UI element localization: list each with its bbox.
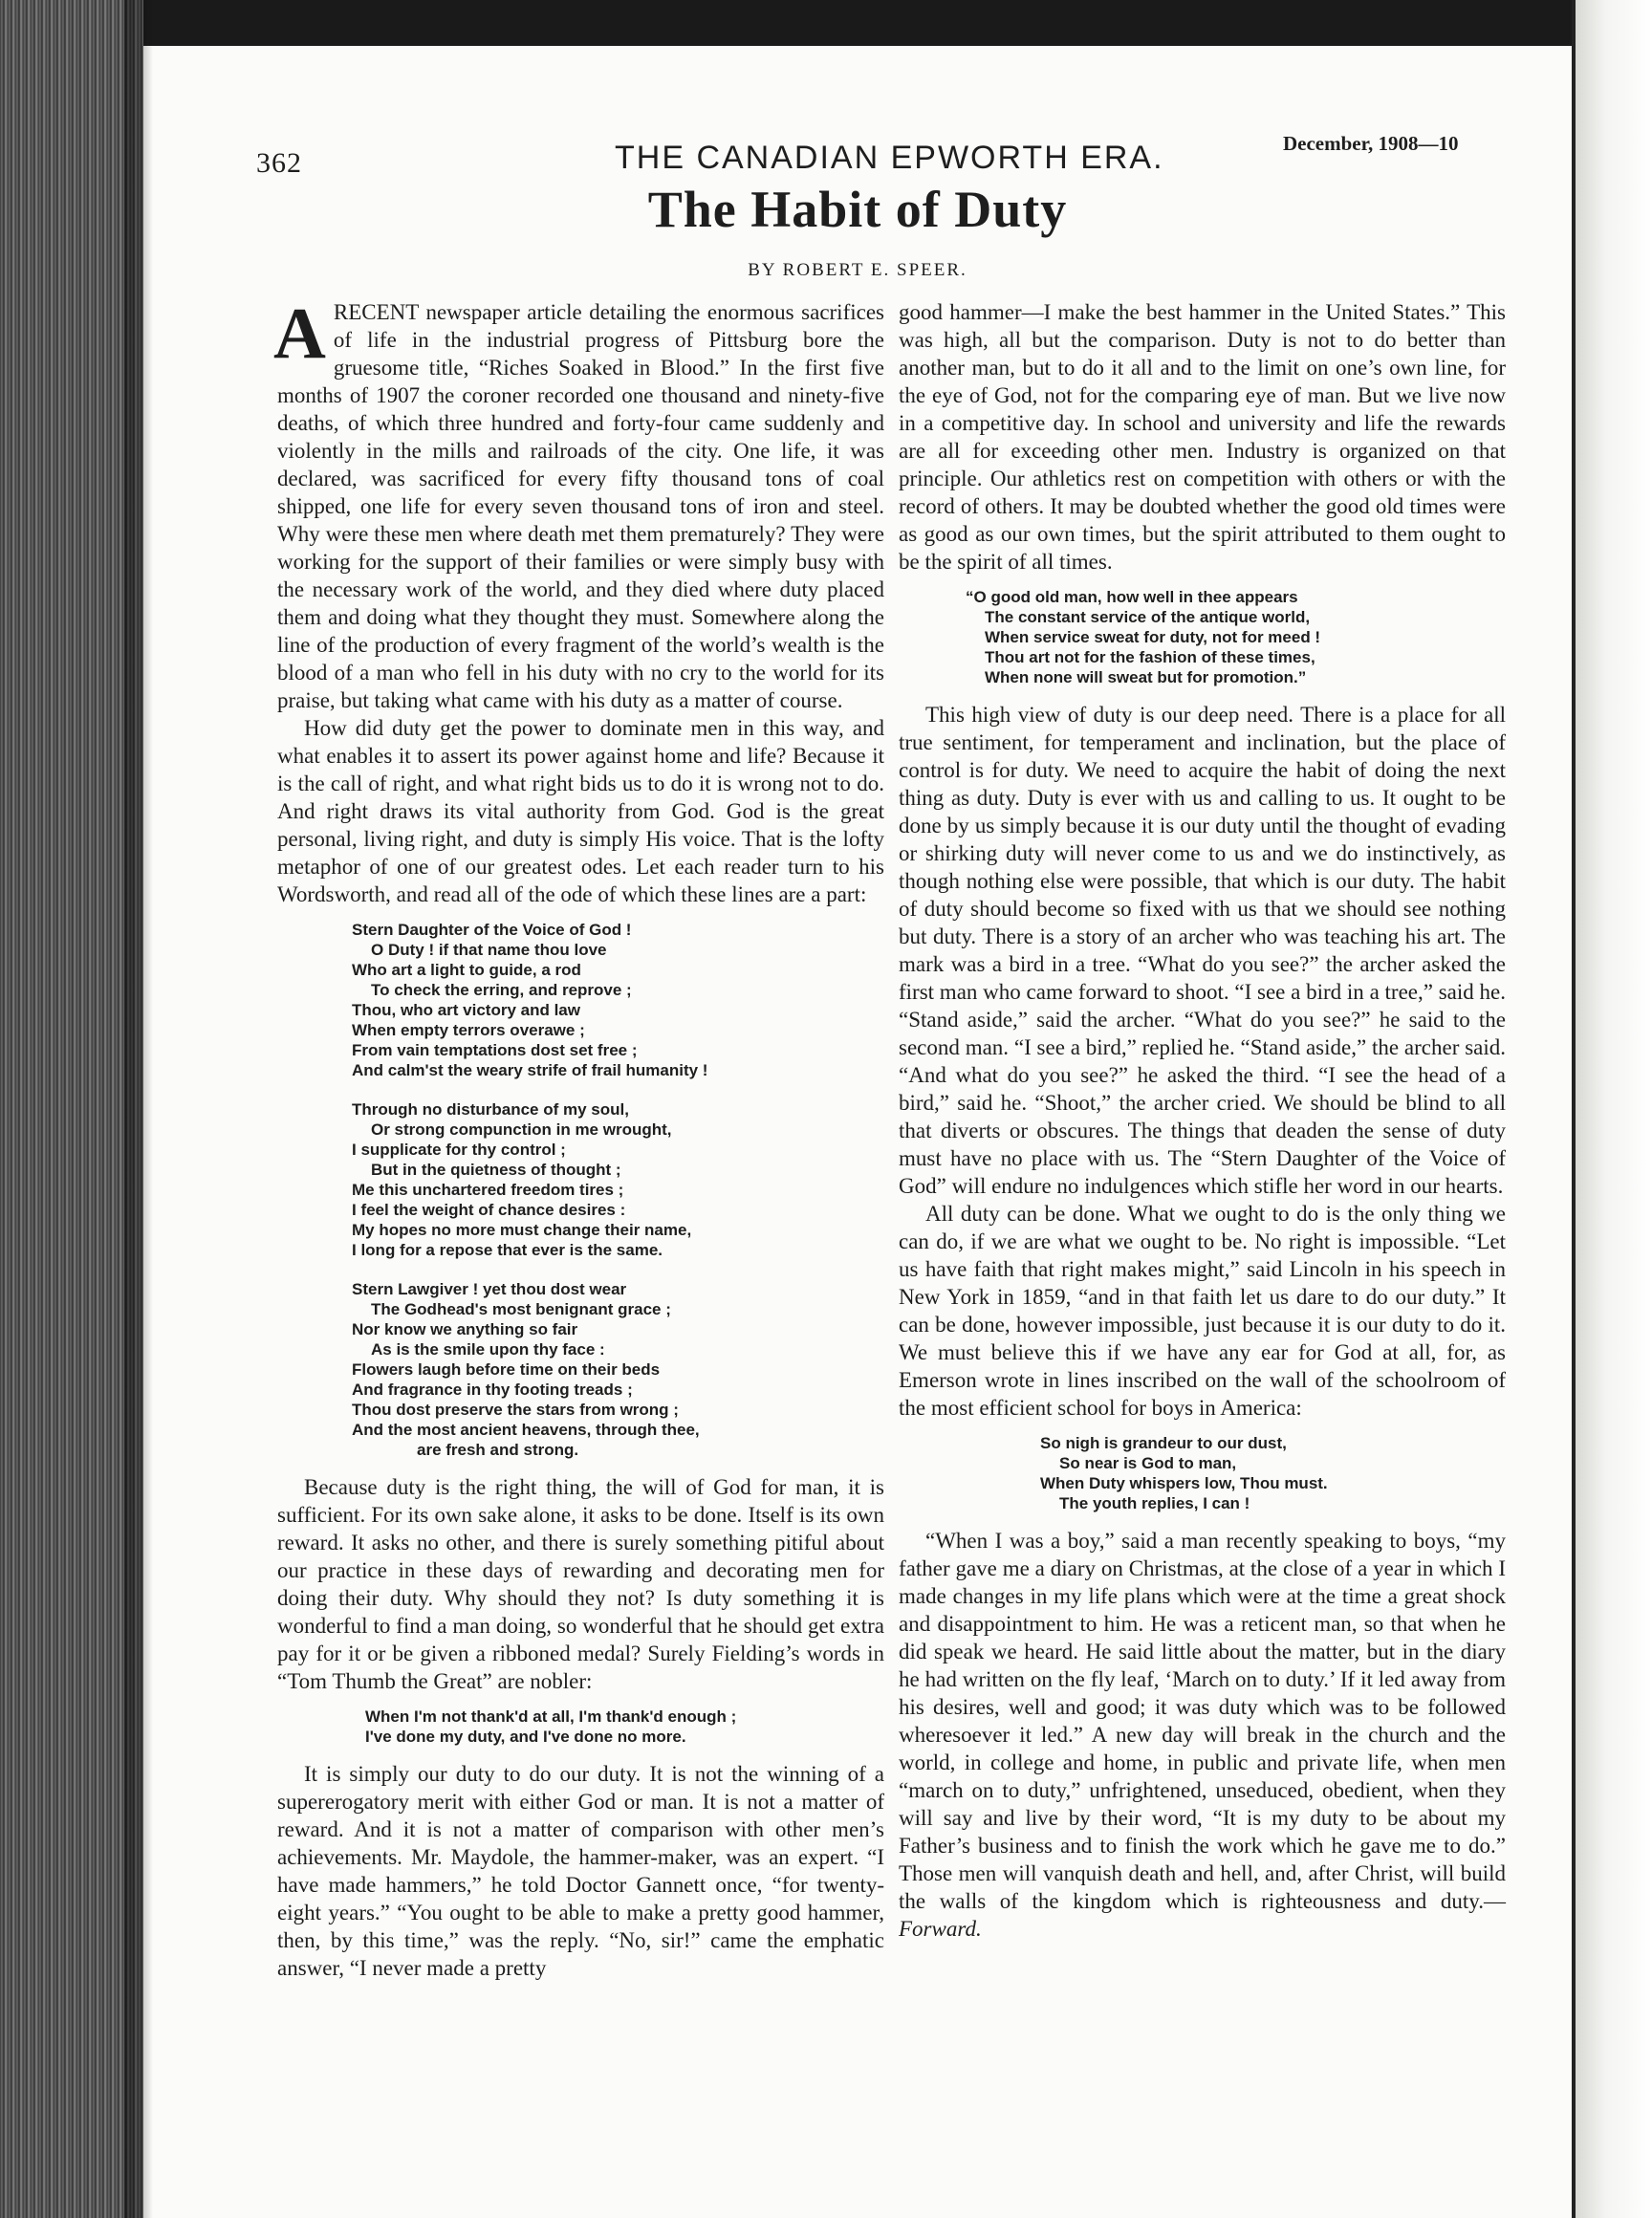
verse-line: When I'm not thank'd at all, I'm thank'd enough ; (365, 1707, 737, 1726)
verse-line: Stern Daughter of the Voice of God ! (352, 921, 632, 939)
fielding-quote (277, 1707, 884, 1747)
verse-line: I supplicate for thy control ; (352, 1141, 566, 1159)
verse-line: My hopes no more must change their name, (352, 1221, 692, 1239)
body-paragraph: All duty can be done. What we ought to do is the only thing we can do, if we are what we ought to be. No right is impossible. “Let us have faith that right makes might,” said Lincoln in his speech in New York in 1859, “and in that faith let us dare to do our duty.” It can be done, however impossible, just because it is our duty to do it. We must believe this if we have any ear for God at all, for, as Emerson wrote in lines inscribed on the wall of the schoolroom of the most efficient school for boys in America: (899, 1202, 1506, 1420)
verse-line: Or strong compunction in me wrought, (371, 1120, 672, 1139)
book-binding-edge (0, 0, 143, 2218)
verse-line: And fragrance in thy footing treads ; (352, 1381, 633, 1399)
verse-line: Thou dost preserve the stars from wrong ; (352, 1401, 679, 1419)
drop-cap: A (273, 294, 326, 374)
shakespeare-quote (899, 587, 1506, 687)
verse-line: Flowers laugh before time on their beds (352, 1360, 661, 1379)
body-paragraph: It is simply our duty to do our duty. It is not the winning of a supererogatory merit with either God or man. It is not a matter of reward. And it is not a matter of comparison with other men’s achievements. Mr. Maydole, the hammer-maker, was an expert. “I have made hammers,” he told Doctor Gannett once, “for twenty-eight years.” “You ought to be able to make a pretty good hammer, then, by this time,” was the reply. “No, sir!” came the emphatic answer, “I never made a pretty (277, 1762, 884, 1980)
verse-line: From vain temptations dost set free ; (352, 1041, 638, 1059)
verse-line: O Duty ! if that name thou love (371, 941, 607, 959)
closing-paragraph-text: “When I was a boy,” said a man recently speaking to boys, “my father gave me a diary on Christmas, at the close of a year in which I made changes in my life plans which were at the time a great shock and disappointment to him. He was a reticent man, so that when he did speak we heard. He said little about the matter, but in the diary he had written on the fly leaf, ‘March on to duty.’ If it led away from his desires, well and good; it was duty which was to be followed wheresoever it led.” A new day will break in the church and the world, in college and home, in public and private life, when men “march on to duty,” unfrightened, unseduced, obedient, when they will say and live by their word, “It is my duty to be about my Father’s business and to finish the work which he gave me to do.” Those men will vanquish death and hell, and, after Christ, will build the walls of the kingdom which is righteousness and duty.— (899, 1529, 1506, 1913)
scan-top-border (0, 0, 1652, 46)
verse-line: When empty terrors overawe ; (352, 1021, 585, 1039)
verse-line: To check the erring, and reprove ; (371, 981, 632, 999)
verse-line: And calm'st the weary strife of frail humanity ! (352, 1061, 708, 1079)
verse-line: The Godhead's most benignant grace ; (371, 1300, 671, 1318)
verse-line: So nigh is grandeur to our dust, (1040, 1434, 1287, 1452)
article-title: The Habit of Duty (647, 181, 1068, 238)
body-paragraph: Because duty is the right thing, the will of God for man, it is sufficient. For its own sake alone, it asks to be done. Itself is its own reward. It asks no other, and there is surely something pitiful about our practice in these days of rewarding and decorating men for doing their duty. Why should they not? Is duty something it is wonderful to find a man doing, so wonderful that he should get extra pay for it or be given a ribboned medal? Surely Fielding’s words in “Tom Thumb the Great” are nobler: (277, 1475, 884, 1693)
body-paragraph: good hammer—I make the best hammer in the United States.” This was high, all but the comparison. Duty is not to do better than another man, but to do it all and to the limit on one’s own line, for the eye of God, not for the comparing eye of man. But we live now in a competitive day. In school and university and life the rewards are all for exceeding other men. Industry is organized on that principle. Our athletics rest on competition with others or with the record of others. It may be doubted whether the good old times were as good as our own times, but the spirit attributed to them ought to be the spirit of all times. (899, 300, 1506, 574)
verse-line: I feel the weight of chance desires : (352, 1201, 626, 1219)
binding-shadow (124, 0, 153, 2218)
verse-line: Thou, who art victory and law (352, 1001, 580, 1019)
wordsworth-ode-quote (277, 920, 884, 1460)
verse-line: The constant service of the antique world, (985, 608, 1311, 626)
body-paragraph: How did duty get the power to dominate men in this way, and what enables it to assert its power against home and life? Because it is the call of right, and what right bids us to do it is wrong not to do. And right draws its vital authority from God. God is the great personal, living right, and duty is simply His voice. That is the lofty metaphor of one of our greatest odes. Let each reader turn to his Wordsworth, and read all of the ode of which these lines are a part: (277, 716, 884, 906)
verse-stanza (352, 1099, 884, 1260)
issue-date: December, 1908—10 (1283, 132, 1459, 155)
body-paragraph: This high view of duty is our deep need. There is a place for all true sentiment, for temperament and inclination, but the place of control is for duty. We need to acquire the habit of doing the next thing as duty. Duty is ever with us and calling to us. It ought to be done by us simply because it is our duty until the thought of evading or shirking duty will never come to us and we do instinctively, as though nothing else were possible, that which is our duty. The habit of duty should become so fixed with us that we should see nothing but duty. There is a story of an archer who was teaching his art. The mark was a bird in a tree. “What do you see?” the archer asked the first man who came forward to shoot. “I see a bird in a tree,” said he. “Stand aside,” said the archer. “What do you see?” he said to the second man. “I see a bird,” replied he. “Stand aside,” the archer said. “And what do you see?” he asked the third. “I see the head of a bird,” said he. “Shoot,” the archer cried. We should be blind to all that diverts or obscures. The things that deaden the sense of duty must have no place with us. The “Stern Daughter of the Voice of God” will endure no indulgences which stifle her word in our hearts. (899, 703, 1506, 1198)
opening-paragraph-text: RECENT newspaper article detailing the enormous sacrifices of life in the industrial progress of Pittsburg bore the gruesome title, “Riches Soaked in Blood.” In the first five months of 1907 the coroner recorded one thousand and ninety-five deaths, of which three hundred and forty-four came suddenly and violently in the mills and railroads of the city. One life, it was declared, was sacrificed for every fifty thousand tons of coal shipped, one life for every seven thousand tons of iron and steel. Why were these men where death met them prematurely? They were working for the support of their families or were simply busy with the necessary work of the world, and they died where duty placed them and doing what they thought they must. Somewhere along the line of the production of every fragment of the world’s wealth is the blood of a man who fell in his duty with no cry to the world for its praise, but taking what came with his duty as a matter of course. (277, 300, 884, 712)
verse-line: So near is God to man, (1059, 1454, 1237, 1472)
verse-line: Who art a light to guide, a rod (352, 961, 581, 979)
verse-line: Through no disturbance of my soul, (352, 1100, 629, 1119)
verse-line: Stern Lawgiver ! yet thou dost wear (352, 1280, 627, 1298)
emerson-quote (899, 1433, 1506, 1513)
page-number: 362 (256, 147, 302, 179)
verse-line: The youth replies, I can ! (1059, 1494, 1250, 1512)
verse-line: “O good old man, how well in thee appears (966, 588, 1298, 606)
verse-line: Nor know we anything so fair (352, 1320, 578, 1338)
left-column (273, 294, 884, 1982)
verse-line: Thou art not for the fashion of these times, (985, 648, 1315, 666)
facing-page-edge (1572, 0, 1652, 2218)
opening-paragraph (273, 294, 884, 714)
verse-line: When none will sweat but for promotion.” (985, 668, 1307, 686)
article-byline: BY ROBERT E. SPEER. (748, 260, 967, 280)
verse-line: I've done my duty, and I've done no more. (365, 1728, 686, 1746)
closing-paragraph (899, 1527, 1506, 1943)
verse-line: When Duty whispers low, Thou must. (1040, 1474, 1328, 1492)
verse-line: I long for a repose that ever is the same. (352, 1241, 663, 1259)
verse-line: are fresh and strong. (417, 1441, 579, 1459)
source-credit: Forward. (899, 1917, 982, 1941)
verse-line: When service sweat for duty, not for meed ! (985, 628, 1321, 646)
journal-title: THE CANADIAN EPWORTH ERA. (615, 140, 1164, 176)
verse-line: Me this unchartered freedom tires ; (352, 1181, 624, 1199)
verse-stanza (352, 1279, 884, 1460)
right-column (899, 298, 1506, 1943)
verse-line: And the most ancient heavens, through thee, (352, 1421, 700, 1439)
verse-line: As is the smile upon thy face : (371, 1340, 605, 1359)
verse-stanza (352, 920, 884, 1080)
verse-line: But in the quietness of thought ; (371, 1161, 621, 1179)
